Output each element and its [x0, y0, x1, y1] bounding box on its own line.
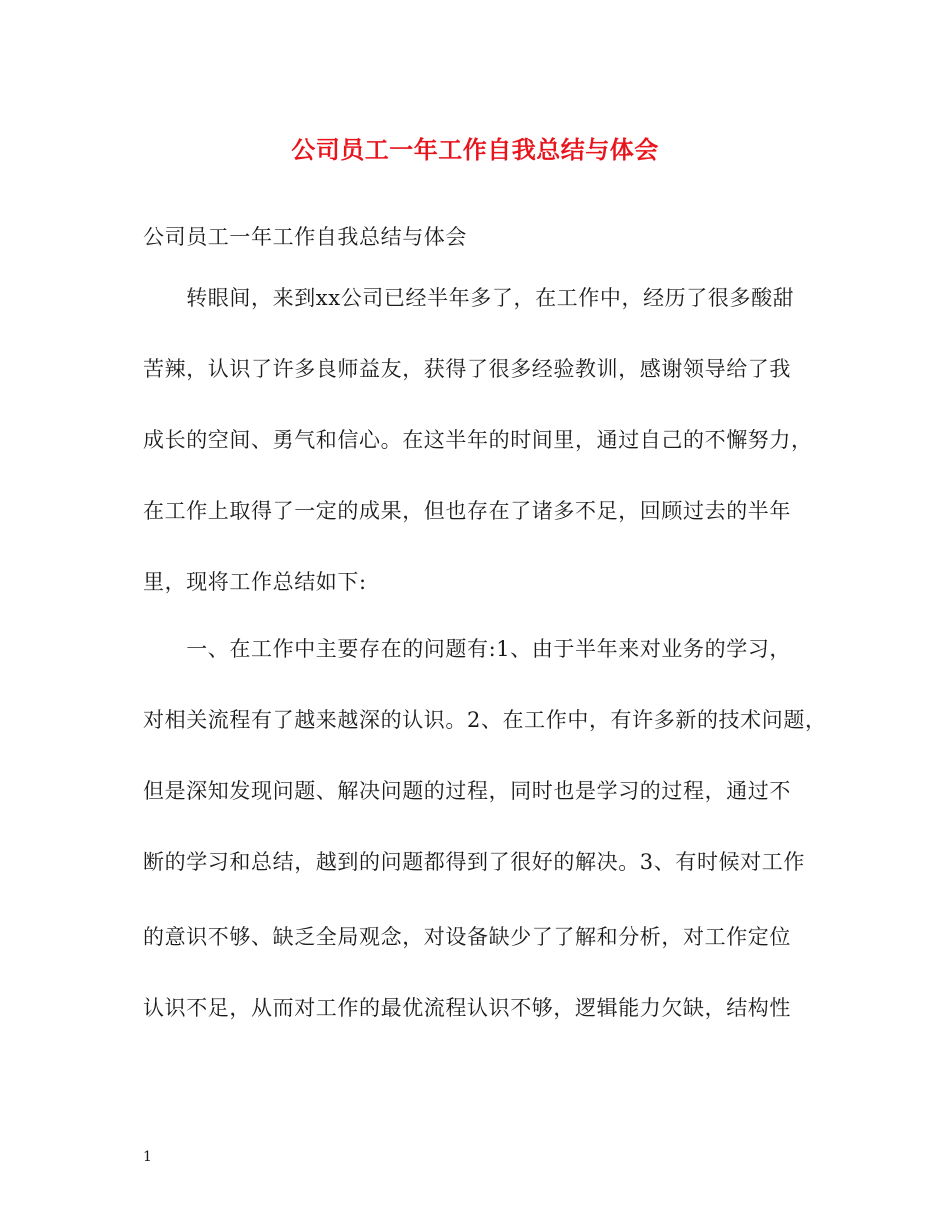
paragraph-line: 但是深知发现问题、解决问题的过程，同时也是学习的过程，通过不 [143, 779, 791, 803]
document-title: 公司员工一年工作自我总结与体会 [291, 135, 659, 164]
paragraph-line: 的意识不够、缺乏全局观念，对设备缺少了了解和分析，对工作定位 [143, 925, 791, 949]
paragraph-line: 转眼间，来到xx公司已经半年多了，在工作中，经历了很多酸甜 [143, 286, 795, 310]
paragraph-line: 一、在工作中主要存在的问题有:1、由于半年来对业务的学习， [143, 637, 792, 661]
paragraph-line: 认识不足，从而对工作的最优流程认识不够，逻辑能力欠缺，结构性 [143, 996, 791, 1020]
paragraph-line: 里，现将工作总结如下: [143, 570, 367, 594]
paragraph-line: 苦辣，认识了许多良师益友，获得了很多经验教训，感谢领导给了我 [143, 357, 791, 381]
paragraph-line: 成长的空间、勇气和信心。在这半年的时间里，通过自己的不懈努力， [143, 428, 813, 452]
paragraph-line: 断的学习和总结，越到的问题都得到了很好的解决。3、有时候对工作 [143, 850, 805, 874]
paragraph-line: 在工作上取得了一定的成果，但也存在了诸多不足，回顾过去的半年 [143, 499, 791, 523]
paragraph-line: 对相关流程有了越来越深的认识。2、在工作中，有许多新的技术问题， [143, 708, 827, 732]
document-subtitle: 公司员工一年工作自我总结与体会 [143, 225, 467, 249]
page-number: 1 [143, 1149, 152, 1165]
